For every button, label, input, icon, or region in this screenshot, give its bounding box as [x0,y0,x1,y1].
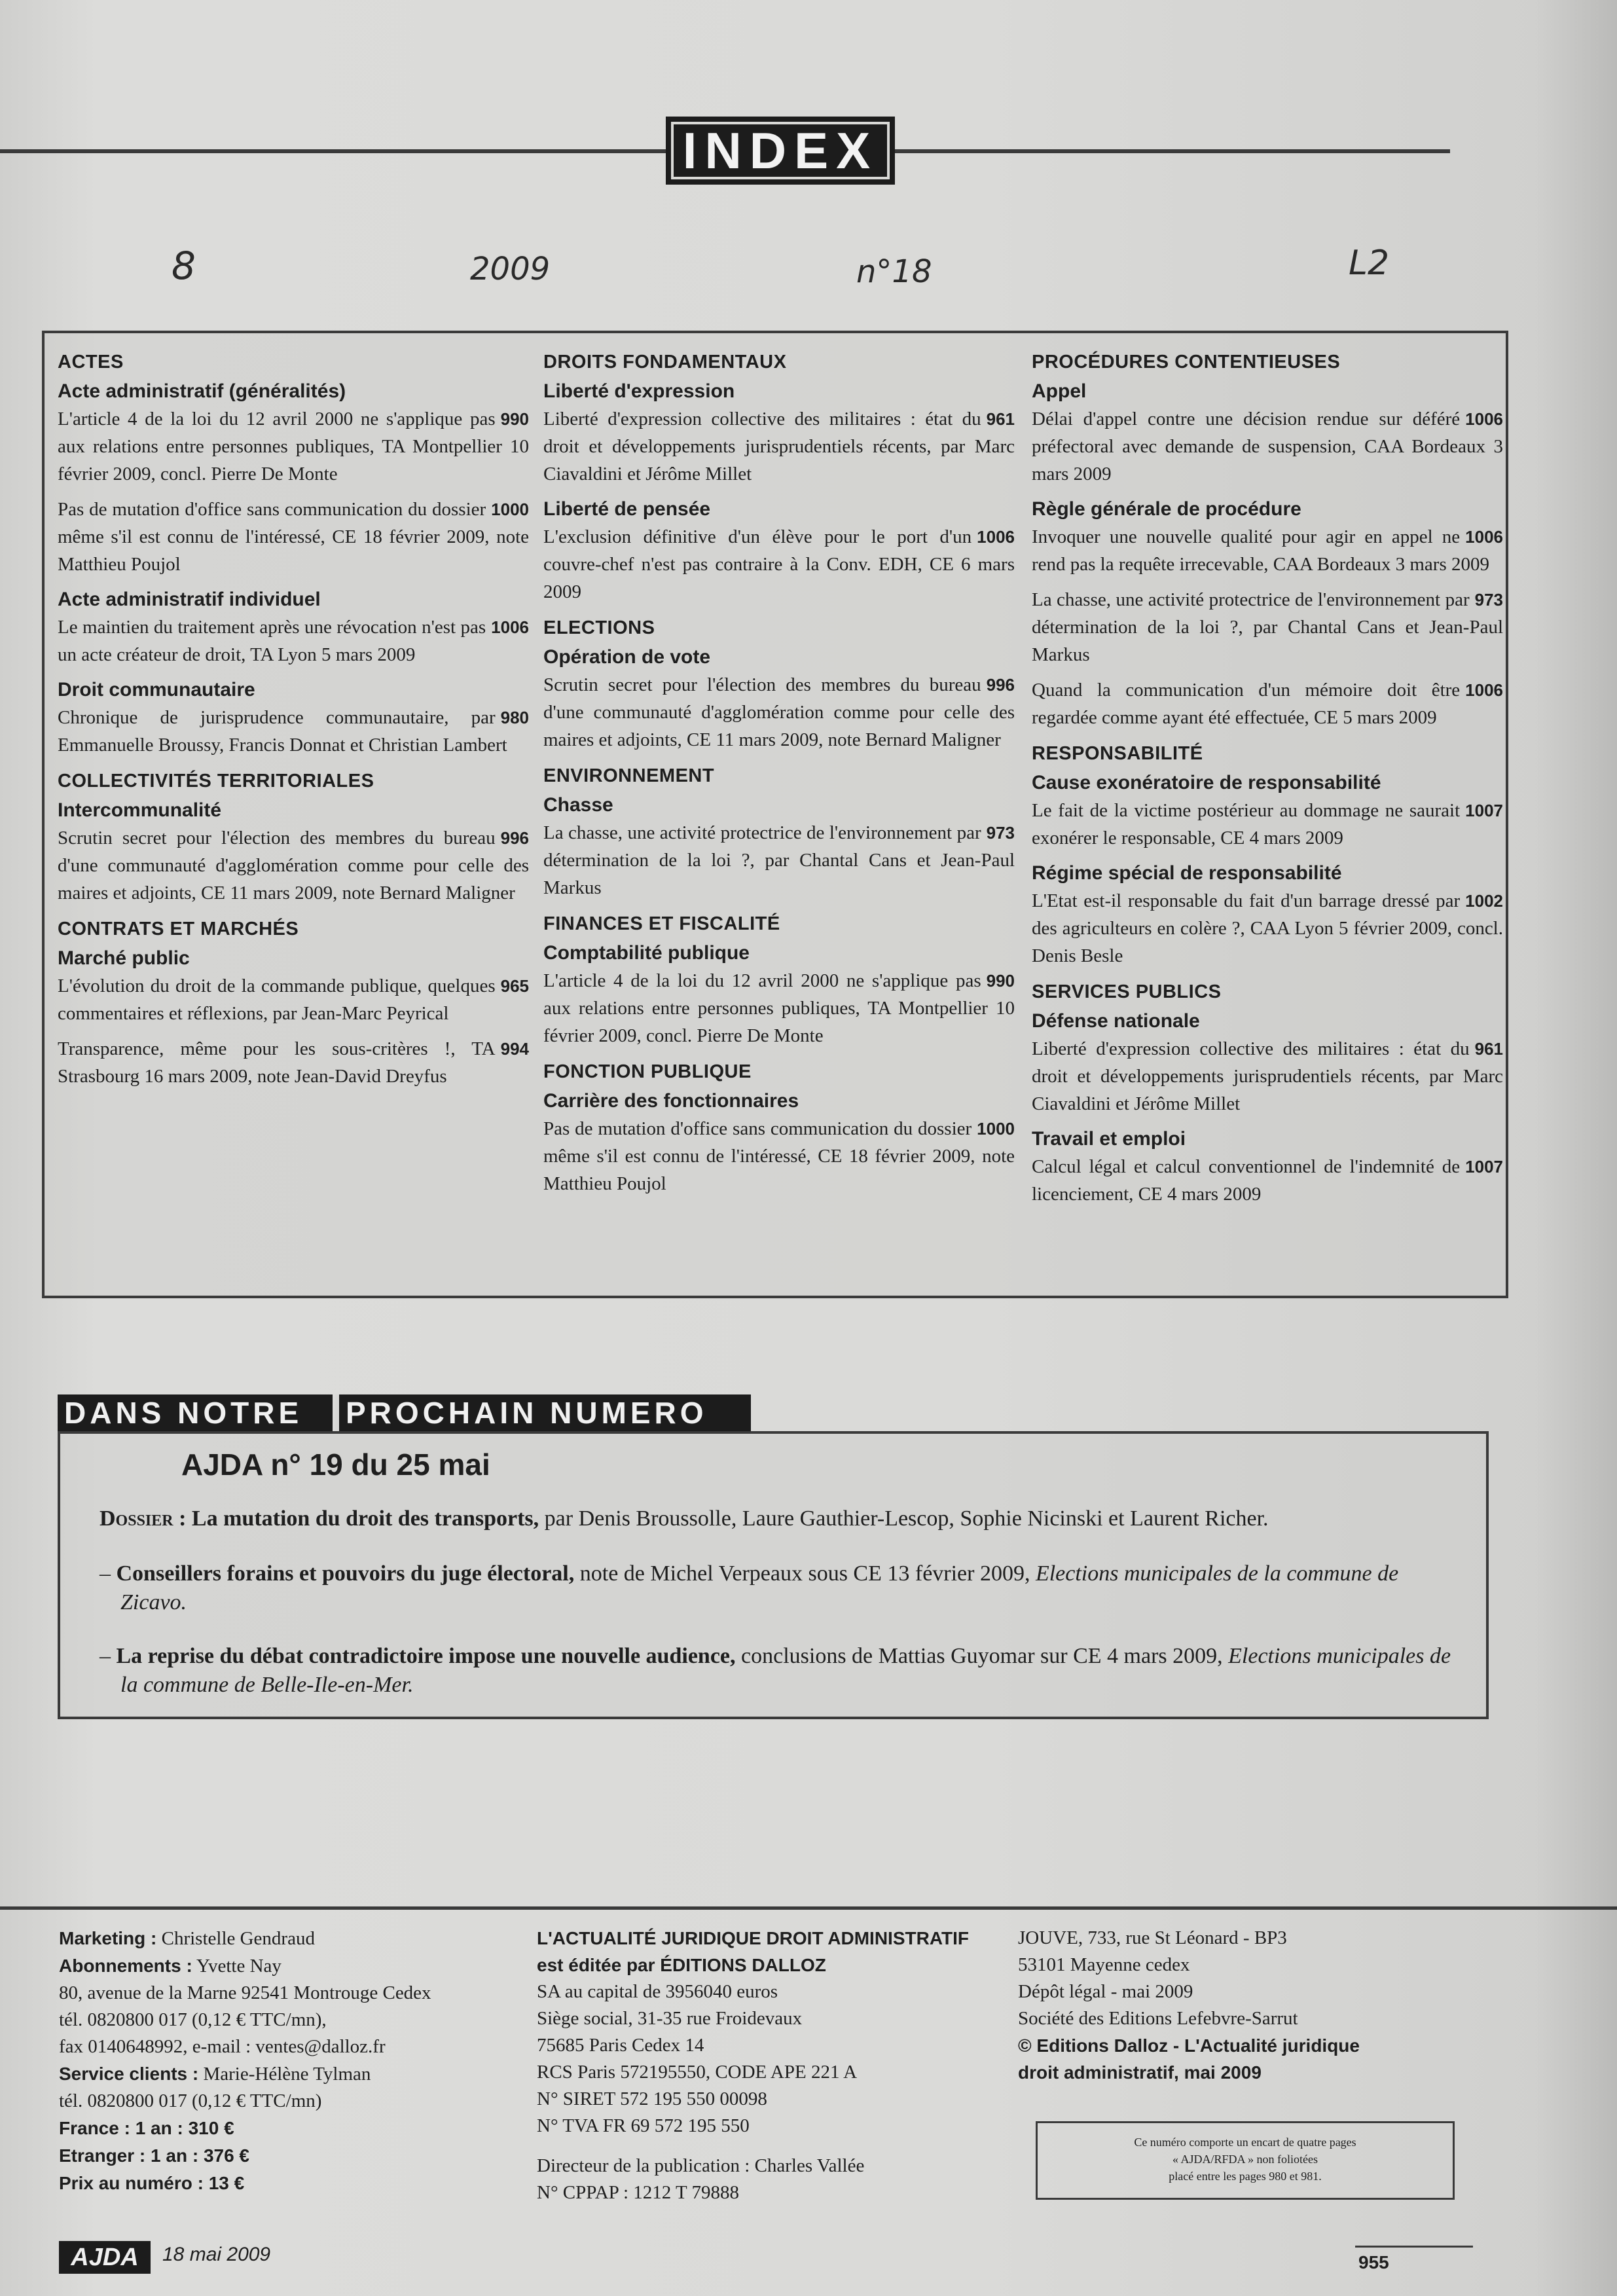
index-entry-text: L'évolution du droit de la commande publique, quelques commentaires et réflexions, par Jean-Marc Peyrical [58,975,496,1024]
index-entry [1032,797,1503,852]
index-entry [1032,1153,1503,1208]
publisher-line: N° SIRET 572 195 550 00098 [537,2088,767,2109]
footer-rule [0,1906,1617,1910]
index-section-heading: SERVICES PUBLICS [1032,981,1222,1002]
footer-contact-line [59,2115,517,2142]
index-subheading: Liberté d'expression [543,380,735,402]
publisher-line: 75685 Paris Cedex 14 [537,2035,704,2056]
index-entry-page: 990 [500,409,529,429]
insert-line: « AJDA/RFDA » non foliotées [1172,2153,1318,2166]
index-entry [58,496,529,578]
index-entry-page: 994 [500,1039,529,1059]
index-entry-text: Calcul légal et calcul conventionnel de l'indemnité de licenciement, CE 4 mars 2009 [1032,1156,1461,1205]
next-issue-title: AJDA n° 19 du 25 mai [181,1448,490,1482]
index-subheading: Acte administratif (généralités) [58,380,346,402]
printer-line: Société des Editions Lefebvre-Sarrut [1018,2008,1298,2029]
index-section-heading: RESPONSABILITÉ [1032,743,1203,764]
publication-director: Directeur de la publication : Charles Vallée [537,2155,865,2176]
index-entry-page: 1006 [491,617,529,637]
issue-date: 18 mai 2009 [162,2244,271,2265]
item-1-italic: Elections municipales de la commune de Zicavo. [120,1561,1399,1614]
footer-contact-line [59,2170,517,2197]
footer-contact-label: Abonnements : [59,1956,192,1976]
index-entry-page: 1006 [1465,527,1503,547]
index-subheading: Règle générale de procédure [1032,498,1301,520]
index-entry-page: 1007 [1465,1157,1503,1176]
index-entry-text: Pas de mutation d'office sans communication du dossier même s'il est connu de l'intéressé, CE 18 février 2009, note Matthieu Poujol [543,1118,1015,1194]
index-entry [58,824,529,907]
next-issue-item-2: – La reprise du débat contradictoire impose une nouvelle audience, conclusions de Mattias Guyomar sur CE 4 mars 2009, Elections municipales de la commune de Belle-Ile-en-Mer. [100,1644,1451,1697]
footer-contact-line [59,2142,517,2170]
index-entry-page: 973 [1474,590,1503,610]
index-entry [58,405,529,488]
index-entry [543,819,1015,902]
index-section-heading: CONTRATS ET MARCHÉS [58,919,299,939]
index-subheading: Droit communautaire [58,679,255,701]
footer-contact-line [59,2088,517,2115]
handwritten-note-l2: L2 [1349,244,1390,283]
next-issue-item-1: – Conseillers forains et pouvoirs du juge électoral, note de Michel Verpeaux sous CE 13 février 2009, Elections municipales de la commune de Zicavo. [100,1561,1399,1614]
index-entry-text: Pas de mutation d'office sans communication du dossier même s'il est connu de l'intéressé, CE 18 février 2009, note Matthieu Poujol [58,499,529,575]
page-number-rule [1355,2246,1473,2248]
footer-printer [1018,1925,1489,2086]
index-entry-text: Invoquer une nouvelle qualité pour agir en appel ne rend pas la requête irrecevable, CAA Bordeaux 3 mars 2009 [1032,526,1489,575]
publisher-line: SA au capital de 3956040 euros [537,1981,778,2002]
index-subheading: Défense nationale [1032,1010,1200,1032]
index-section-heading: ACTES [58,352,124,373]
item-1-text: note de Michel Verpeaux sous CE 13 février 2009, [574,1561,1036,1586]
footer-publisher [537,1925,1008,2206]
footer-contact-line [59,1952,517,1980]
index-subheading: Liberté de pensée [543,498,711,520]
index-entry-page: 1006 [1465,409,1503,429]
index-entry-page: 980 [500,708,529,727]
printer-line: JOUVE, 733, rue St Léonard - BP3 [1018,1927,1287,1948]
next-issue-box [58,1431,1489,1719]
item-2-text: conclusions de Mattias Guyomar sur CE 4 mars 2009, [735,1644,1229,1668]
index-entry-text: Liberté d'expression collective des militaires : état du droit et développements jurisprudentiels récents, par Marc Ciavaldini et Jérôme Millet [543,409,1015,484]
index-section-heading: FINANCES ET FISCALITÉ [543,913,780,934]
footer-contact-label: France : 1 an : 310 € [59,2118,234,2138]
copyright-line-1: © Editions Dalloz - L'Actualité juridique [1018,2035,1360,2056]
index-section-heading: FONCTION PUBLIQUE [543,1061,752,1082]
index-entry-text: Liberté d'expression collective des militaires : état du droit et développements jurisprudentiels récents, par Marc Ciavaldini et Jérôme Millet [1032,1038,1503,1114]
footer-contact-line [59,1925,517,1952]
index-entry [543,671,1015,754]
item-2-title: La reprise du débat contradictoire impose une nouvelle audience, [116,1644,736,1668]
handwritten-note-year: 2009 [470,251,551,287]
ajda-logo: AJDA [59,2241,151,2274]
index-entry-text: L'exclusion définitive d'un élève pour le port d'un couvre-chef n'est pas contraire à la Conv. EDH, CE 6 mars 2009 [543,526,1015,602]
footer-contact-text: Marie-Hélène Tylman [198,2064,371,2085]
index-entry-text: Scrutin secret pour l'élection des membres du bureau d'une communauté d'agglomération comme pour celle des maires et adjoints, CE 11 mars 2009, note Bernard Maligner [58,828,529,903]
index-entry [1032,887,1503,970]
dossier-authors: par Denis Broussolle, Laure Gauthier-Lescop, Sophie Nicinski et Laurent Richer. [539,1506,1269,1531]
index-entry [543,405,1015,488]
index-column-1 [58,340,529,1098]
index-subheading: Opération de vote [543,646,711,668]
index-section-heading: DROITS FONDAMENTAUX [543,352,787,373]
index-subheading: Chasse [543,794,613,816]
header-rule-right [894,149,1450,153]
index-entry-text: La chasse, une activité protectrice de l'environnement par détermination de la loi ?, par Chantal Cans et Jean-Paul Markus [543,822,1015,898]
index-entry-text: Délai d'appel contre une décision rendue sur déféré préfectoral avec demande de suspension, CAA Bordeaux 3 mars 2009 [1032,409,1503,484]
index-entry-text: Transparence, même pour les sous-critères !, TA Strasbourg 16 mars 2009, note Jean-David Dreyfus [58,1038,496,1087]
index-entry [1032,586,1503,668]
footer-contact-line [59,2033,517,2060]
publisher-title-2: est éditée par ÉDITIONS DALLOZ [537,1955,826,1975]
footer-contact-text: Christelle Gendraud [156,1928,315,1949]
index-subheading: Travail et emploi [1032,1128,1186,1150]
printer-line: Dépôt légal - mai 2009 [1018,1981,1193,2002]
index-entry [58,972,529,1027]
index-entry-text: Scrutin secret pour l'élection des membres du bureau d'une communauté d'agglomération comme pour celle des maires et adjoints, CE 11 mars 2009, note Bernard Maligner [543,674,1015,750]
header-rule-left [0,149,668,153]
index-entry-page: 1006 [1465,680,1503,700]
index-subheading: Comptabilité publique [543,942,750,964]
index-entry-text: L'article 4 de la loi du 12 avril 2000 ne s'applique pas aux relations entre personnes publiques, TA Montpellier 10 février 2009, concl. Pierre De Monte [58,409,529,484]
footer-contact-text: tél. 0820800 017 (0,12 € TTC/mn) [59,2090,322,2111]
dossier-label: Dossier : [100,1506,187,1531]
index-entry [58,613,529,668]
index-entry-page: 961 [986,409,1015,429]
page-spine-shadow [1532,0,1617,2296]
cppap-number: N° CPPAP : 1212 T 79888 [537,2182,739,2203]
page-number: 955 [1358,2252,1389,2272]
footer-contact-line [59,2060,517,2088]
next-issue-tab-left: DANS NOTRE [58,1394,333,1431]
index-entry [543,523,1015,606]
insert-line: placé entre les pages 980 et 981. [1169,2170,1322,2183]
footer-contact-label: Prix au numéro : 13 € [59,2173,245,2193]
publisher-title-1: L'ACTUALITÉ JURIDIQUE DROIT ADMINISTRATIF [537,1928,969,1948]
footer-contact-line [59,2007,517,2033]
index-section-heading: ENVIRONNEMENT [543,765,715,786]
footer-contact-label: Etranger : 1 an : 376 € [59,2145,250,2166]
index-entry [1032,523,1503,578]
index-box [42,331,1508,1298]
footer-contact-label: Service clients : [59,2064,199,2084]
index-subheading: Appel [1032,380,1087,402]
index-entry-text: La chasse, une activité protectrice de l'environnement par détermination de la loi ?, par Chantal Cans et Jean-Paul Markus [1032,589,1503,665]
index-subheading: Marché public [58,947,190,969]
index-entry-text: L'Etat est-il responsable du fait d'un barrage dressé par des agriculteurs en colère ?, CAA Lyon 5 février 2009, concl. Denis Besle [1032,890,1503,966]
index-entry [1032,676,1503,731]
index-entry-page: 1007 [1465,801,1503,820]
index-column-2 [543,340,1015,1205]
publisher-line: N° TVA FR 69 572 195 550 [537,2115,750,2136]
index-entry-page: 990 [986,971,1015,991]
printer-line: 53101 Mayenne cedex [1018,1954,1190,1975]
index-entry [543,1115,1015,1197]
index-entry-page: 1000 [977,1119,1015,1139]
insert-line: Ce numéro comporte un encart de quatre pages [1134,2136,1356,2149]
insert-notice [1036,2121,1455,2200]
footer-contact-text: tél. 0820800 017 (0,12 € TTC/mn), [59,2009,327,2030]
handwritten-note-number: n°18 [856,253,932,290]
index-entry-text: Quand la communication d'un mémoire doit être regardée comme ayant été effectuée, CE 5 mars 2009 [1032,680,1461,728]
footer-contact-text: Yvette Nay [192,1956,282,1977]
index-entry-page: 1002 [1465,891,1503,911]
index-section-heading: ELECTIONS [543,617,655,638]
copyright-line-2: droit administratif, mai 2009 [1018,2062,1262,2083]
dossier-title: La mutation du droit des transports, [191,1506,539,1531]
index-title: INDEX [666,117,895,185]
index-column-3 [1032,340,1503,1216]
index-entry [1032,1035,1503,1118]
index-entry-page: 961 [1474,1039,1503,1059]
index-entry-page: 996 [500,828,529,848]
index-subheading: Intercommunalité [58,799,222,821]
footer-contact-label: Marketing : [59,1928,157,1948]
index-entry [58,1035,529,1090]
index-subheading: Acte administratif individuel [58,589,321,610]
footer-contacts [59,1925,517,2197]
item-1-title: Conseillers forains et pouvoirs du juge électoral, [116,1561,575,1586]
footer-contact-line [59,1980,517,2007]
next-issue-dossier [100,1504,1474,1533]
index-subheading: Cause exonératoire de responsabilité [1032,772,1381,793]
index-entry-page: 973 [986,823,1015,843]
index-entry-page: 1006 [977,527,1015,547]
next-issue-tab-right: PROCHAIN NUMERO [335,1394,751,1431]
publisher-line: Siège social, 31-35 rue Froidevaux [537,2008,803,2029]
index-section-heading: COLLECTIVITÉS TERRITORIALES [58,771,374,792]
index-section-heading: PROCÉDURES CONTENTIEUSES [1032,352,1341,373]
index-entry [58,704,529,759]
index-entry-page: 1000 [491,500,529,519]
footer-contact-text: 80, avenue de la Marne 92541 Montrouge Cedex [59,1982,431,2003]
item-2-italic: Elections municipales de la commune de Belle-Ile-en-Mer. [120,1644,1451,1697]
index-entry-text: Chronique de jurisprudence communautaire, par Emmanuelle Broussy, Francis Donnat et Christian Lambert [58,707,507,756]
index-subheading: Régime spécial de responsabilité [1032,862,1342,884]
index-entry-text: L'article 4 de la loi du 12 avril 2000 ne s'applique pas aux relations entre personnes publiques, TA Montpellier 10 février 2009, concl. Pierre De Monte [543,970,1015,1046]
footer-contact-text: fax 0140648992, e-mail : ventes@dalloz.fr [59,2036,386,2057]
index-entry-page: 996 [986,675,1015,695]
index-entry-text: Le maintien du traitement après une révocation n'est pas un acte créateur de droit, TA Lyon 5 mars 2009 [58,617,486,665]
index-entry-text: Le fait de la victime postérieur au dommage ne saurait exonérer le responsable, CE 4 mars 2009 [1032,800,1461,848]
index-entry [1032,405,1503,488]
handwritten-note-1: 8 [172,244,196,288]
index-entry-page: 965 [500,976,529,996]
publisher-line: RCS Paris 572195550, CODE APE 221 A [537,2062,858,2083]
index-entry [543,967,1015,1049]
index-subheading: Carrière des fonctionnaires [543,1090,799,1112]
